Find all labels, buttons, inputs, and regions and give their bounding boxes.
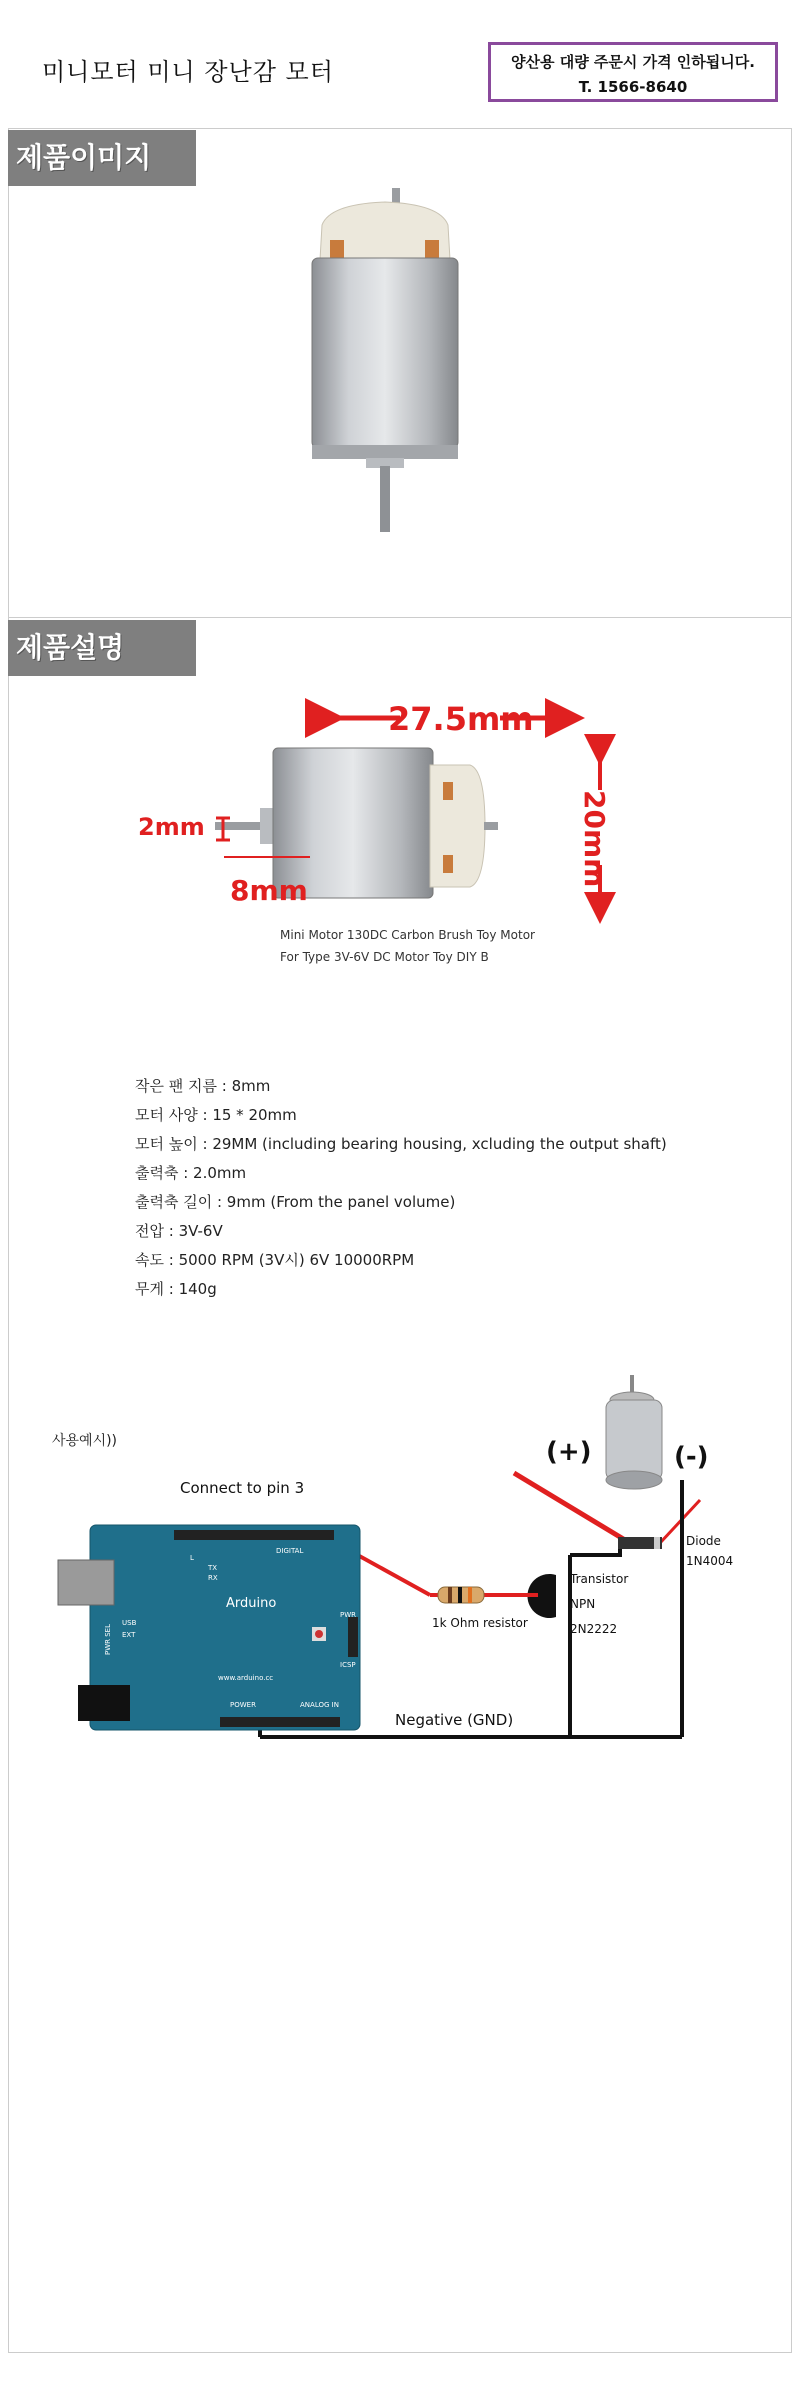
motor-can (312, 258, 458, 448)
side-boss (260, 808, 274, 844)
arduino-digital-header (174, 1530, 334, 1540)
arduino-pwr-label: PWR (340, 1611, 357, 1619)
spec-item: 모터 사양 : 15 * 20mm (135, 1106, 297, 1124)
side-end-cap (430, 765, 485, 887)
dim-length: 27.5mm (388, 700, 534, 738)
arduino-usb-port (58, 1560, 114, 1605)
bulk-order-notice (488, 42, 778, 102)
caption-line2: For Type 3V-6V DC Motor Toy DIY B (280, 950, 489, 964)
dim-height: 20mm (578, 790, 611, 888)
notice-phone: T. 1566-8640 (578, 78, 688, 96)
arduino-power-label: POWER (230, 1701, 256, 1709)
product-caption (280, 924, 535, 968)
spec-item: 모터 높이 : 29MM (including bearing housing, xcluding the output shaft) (135, 1135, 667, 1153)
notice-line1: 양산용 대량 주문시 가격 인하됩니다. (511, 53, 755, 71)
arduino-power-jack (78, 1685, 130, 1721)
dim-shaft-dia: 2mm (138, 813, 205, 841)
arduino-pwr-sel-label: PWR SEL (104, 1624, 112, 1655)
spec-list (135, 1072, 667, 1304)
side-terminal-top (443, 782, 453, 800)
side-rear-shaft (484, 822, 498, 830)
spec-item: 작은 팬 지름 : 8mm (135, 1077, 271, 1095)
dim-shaft-len: 8mm (230, 874, 308, 907)
motor-can-base (312, 445, 458, 459)
transistor-type-label: NPN (570, 1597, 596, 1611)
section-header-image: 제품이미지 (8, 130, 196, 186)
spec-item: 출력축 : 2.0mm (135, 1164, 247, 1182)
usage-example-label: 사용예시)) (52, 1433, 118, 1449)
spec-item: 속도 : 5000 RPM (3V시) 6V 10000RPM (135, 1251, 415, 1269)
spec-item: 출력축 길이 : 9mm (From the panel volume) (135, 1193, 456, 1211)
side-terminal-bottom (443, 855, 453, 873)
section-header-desc: 제품설명 (8, 620, 196, 676)
spec-item: 무게 : 140g (135, 1280, 217, 1298)
diode-label: Diode (686, 1534, 721, 1548)
caption-line1: Mini Motor 130DC Carbon Brush Toy Motor (280, 928, 535, 942)
arduino-analog-label: ANALOG IN (300, 1701, 339, 1709)
output-shaft (380, 466, 390, 532)
resistor-label: 1k Ohm resistor (432, 1616, 528, 1630)
arduino-power-header (220, 1717, 340, 1727)
motor-plus-label: (+) (546, 1437, 592, 1467)
connect-pin-label: Connect to pin 3 (180, 1479, 305, 1497)
arduino-tx-label: TX (208, 1564, 218, 1572)
product-image-motor (290, 180, 480, 540)
arduino-icsp-label: ICSP (340, 1661, 356, 1669)
arduino-name: Arduino (226, 1596, 277, 1611)
arduino-ext-label: EXT (122, 1631, 136, 1639)
transistor-part-label: 2N2222 (570, 1622, 618, 1636)
motor-minus-label: (-) (674, 1442, 709, 1472)
arduino-url: www.arduino.cc (218, 1674, 274, 1682)
arduino-digital-label: DIGITAL (276, 1547, 304, 1555)
dimension-drawing (130, 690, 650, 925)
wiring-diagram (50, 1355, 750, 1765)
ground-label: Negative (GND) (395, 1711, 514, 1729)
arduino-rx-label: RX (208, 1574, 218, 1582)
product-title: 미니모터 미니 장난감 모터 (42, 58, 334, 86)
diode-part-label: 1N4004 (686, 1554, 734, 1568)
arduino-usb-label: USB (122, 1619, 137, 1627)
transistor-label: Transistor (570, 1572, 629, 1586)
spec-item: 전압 : 3V-6V (135, 1222, 223, 1240)
arduino-l-label: L (190, 1554, 194, 1562)
diagram-motor-body (606, 1400, 662, 1480)
section-divider (9, 617, 791, 618)
